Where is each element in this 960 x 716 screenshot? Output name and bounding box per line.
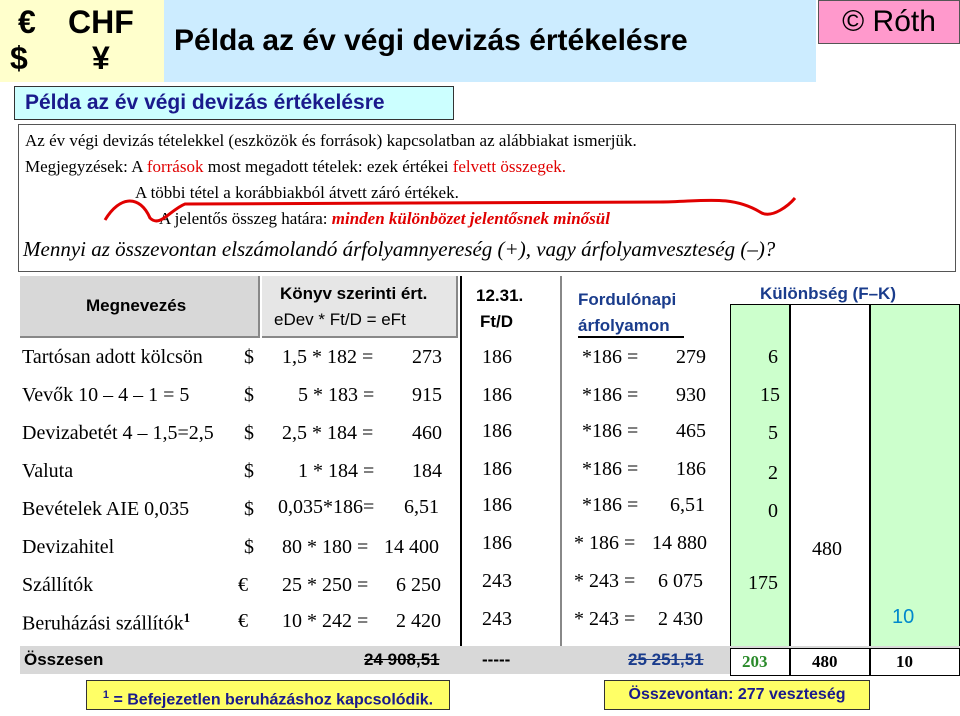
row-name: Vevők 10 – 4 – 1 = 5 [22,384,190,406]
row-calc-value: 6 075 [658,570,703,592]
intro-sources: források [146,157,204,176]
intro-line-2-a: Megjegyzések: A [25,157,147,176]
footnote-text: = Befejezetlen beruházáshoz kapcsolódik. [109,691,434,709]
row-rate: 243 [482,608,512,630]
row-rate: 243 [482,570,512,592]
row-book-value: 14 400 [384,536,439,558]
total-book: 24 908,51 [364,650,440,669]
row-currency: $ [244,498,254,520]
summary-box: Összevontan: 277 veszteség [604,680,870,710]
header-rate-1: Fordulónapi [578,290,677,309]
row-book: 80 * 180 = [282,536,369,558]
row-rate: 186 [482,346,512,368]
title-band [164,0,816,82]
row-book: 0,035*186= [278,496,375,518]
row-book: 25 * 250 = [282,574,369,596]
yen-symbol: ¥ [92,40,110,76]
invest-column-box [870,304,960,648]
row-book-value: 273 [412,346,442,368]
row-calc-value: 465 [676,420,706,442]
footnote-marker: 1 [183,610,191,625]
total-invest: 10 [896,652,913,671]
row-gain: 15 [760,384,780,406]
divider-date [560,276,562,674]
total-label: Összesen [24,650,104,669]
row-rate: 186 [482,494,512,516]
row-calc: *186 = [582,458,639,480]
row-rate: 186 [482,532,512,554]
header-book-2: eDev * Ft/D = eFt [274,310,406,329]
loss-column-box [790,304,870,648]
row-name: Devizahitel [22,536,115,558]
row-currency: $ [244,384,254,406]
row-calc: * 243 = [574,570,636,592]
row-name: Szállítók [22,574,94,596]
intro-line-4-a: A jelentős összeg határa: [159,209,332,228]
total-gain: 203 [742,652,768,671]
row-invest: 10 [892,606,915,628]
row-calc: * 243 = [574,608,636,630]
row-book: 5 * 183 = [298,384,375,406]
row-book: 2,5 * 184 = [282,422,374,444]
intro-line-2 [25,157,566,177]
euro-symbol: € [18,4,36,40]
intro-significance: minden különbözet jelentősnek minősül [331,209,610,228]
row-loss: 480 [812,538,842,560]
page-title: Példa az év végi devizás értékelésre [174,24,688,57]
row-rate: 186 [482,458,512,480]
header-date-1: 12.31. [476,286,524,305]
row-calc: *186 = [582,420,639,442]
gain-column-box [730,304,790,648]
divider-book [460,276,462,674]
intro-question: Mennyi az összevontan elszámolandó árfolyamnyereség (+), vagy árfolyamveszteség (–)? [23,237,776,261]
row-calc: *186 = [582,494,639,516]
header-name: Megnevezés [86,296,187,315]
intro-line-3: A többi tétel a korábbiakból átvett záró értékek. [135,183,459,202]
row-currency: $ [244,536,254,558]
row-rate: 186 [482,420,512,442]
row-gain: 0 [768,500,778,522]
row-name: Valuta [22,460,74,482]
row-calc: * 186 = [574,532,636,554]
row-rate: 186 [482,384,512,406]
row-book-value: 2 420 [396,610,441,632]
header-name-cell [20,276,260,338]
row-book-value: 184 [412,460,442,482]
total-invest-box [870,648,960,676]
currency-corner [0,0,164,82]
dollar-symbol: $ [10,40,28,76]
intro-received-amounts: felvett összegek. [452,157,566,176]
row-currency: $ [244,346,254,368]
row-gain: 175 [748,572,778,594]
row-calc-value: 2 430 [658,608,703,630]
row-book-value: 460 [412,422,442,444]
intro-line-1: Az év végi devizás tételekkel (eszközök és források) kapcsolatban az alábbiakat ismerjük. [25,131,637,150]
row-calc-value: 930 [676,384,706,406]
row-currency: € [238,574,248,596]
total-rate: ----- [482,650,511,669]
row-book-value: 6 250 [396,574,441,596]
row-calc-value: 14 880 [652,532,707,554]
footnote-sup: 1 [102,689,109,701]
header-book-1: Könyv szerinti ért. [280,284,428,303]
total-loss: 480 [812,652,838,671]
subtitle-box: Példa az év végi devizás értékelésre [14,86,454,120]
row-book: 10 * 242 = [282,610,369,632]
row-book-value: 915 [412,384,442,406]
row-currency: € [238,610,248,632]
row-currency: $ [244,460,254,482]
row-calc: *186 = [582,346,639,368]
header-date-2: Ft/D [480,312,514,331]
header-rate-2: árfolyamon [578,316,670,335]
row-currency: $ [244,422,254,444]
row-name [22,610,190,636]
header-book-cell [262,276,458,338]
row-name: Tartósan adott kölcsön [22,346,203,368]
row-gain: 6 [768,346,778,368]
row-book: 1 * 184 = [298,460,375,482]
chf-symbol: CHF [68,4,134,40]
row-book-value: 6,51 [404,496,439,518]
row-gain: 2 [768,462,778,484]
row-name: Bevételek AIE 0,035 [22,498,190,520]
red-wave-annotation [100,190,800,230]
copyright-badge: © Róth [818,0,960,44]
row-gain: 5 [768,422,778,444]
footnote-box [86,680,450,710]
row-name-text: Beruházási szállítók [22,612,184,635]
total-calc: 25 251,51 [628,650,704,669]
row-calc-value: 6,51 [670,494,705,516]
row-calc-value: 279 [676,346,706,368]
row-calc: *186 = [582,384,639,406]
intro-line-2-c: most megadott tételek: ezek értékei [203,157,453,176]
header-diff: Különbség (F–K) [760,284,896,303]
row-name: Devizabetét 4 – 1,5=2,5 [22,422,214,444]
header-rate-underline [578,336,684,338]
row-book: 1,5 * 182 = [282,346,374,368]
row-calc-value: 186 [676,458,706,480]
